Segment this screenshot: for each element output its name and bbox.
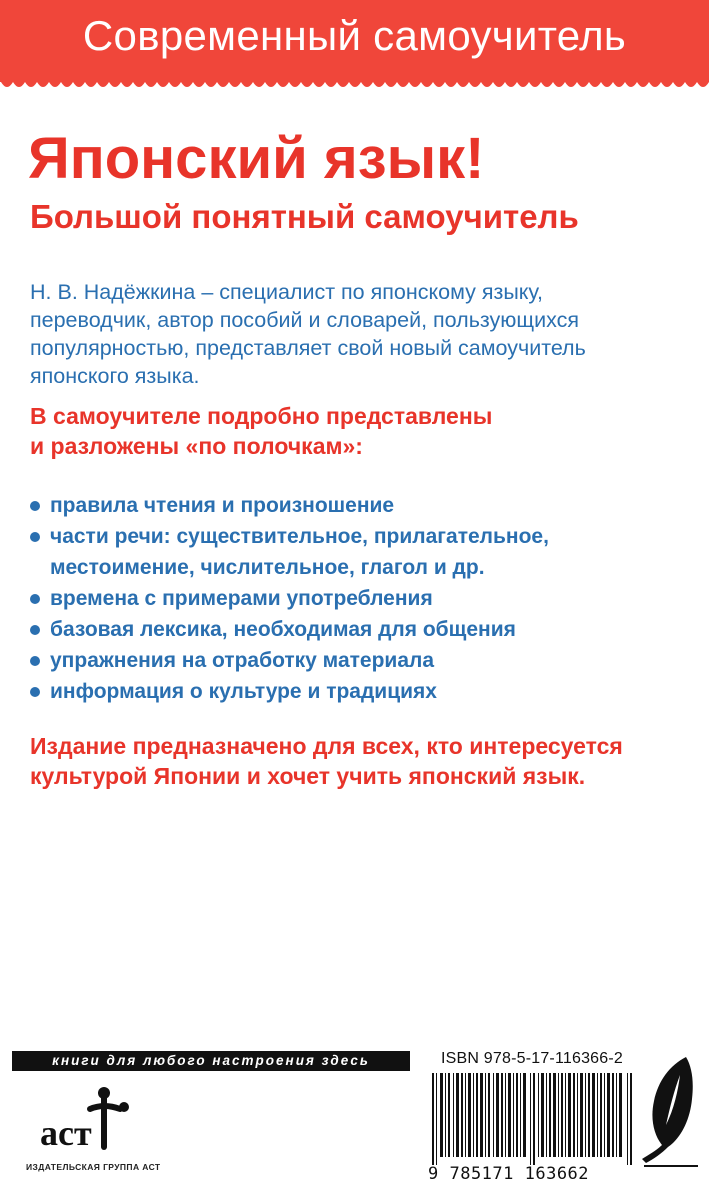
list-item	[30, 614, 690, 645]
list-item-text: информация о культуре и традициях	[50, 680, 437, 703]
contents-heading-line-1: В самоучителе подробно представлены	[30, 403, 493, 429]
list-item	[30, 583, 690, 614]
banner-scallop-edge	[0, 78, 709, 92]
barcode-digits: 9 785171 163662	[428, 1164, 590, 1184]
slogan-text: книги для любого настроения здесь	[52, 1053, 370, 1068]
list-item-text: правила чтения и произношение	[50, 494, 395, 517]
publisher-logo-icon	[38, 1085, 148, 1155]
barcode-icon	[432, 1073, 636, 1165]
bullet-dot-icon	[30, 625, 40, 635]
intro-line-2: переводчик, автор пособий и словарей, пользующихся	[30, 308, 579, 332]
bullet-dot-icon	[30, 687, 40, 697]
intro-line-1: Н. В. Надёжкина – специалист по японскому языку,	[30, 280, 543, 304]
isbn-text: ISBN 978-5-17-116366-2	[441, 1050, 623, 1067]
book-subtitle: Большой понятный самоучитель	[30, 198, 579, 235]
series-title: Современный самоучитель	[82, 12, 627, 59]
logo-text: аст	[40, 1113, 92, 1153]
list-item	[30, 490, 690, 521]
list-item-text: времена с примерами употребления	[50, 587, 433, 610]
list-item	[30, 645, 690, 676]
list-item	[30, 676, 690, 707]
contents-heading-line-2: и разложены «по полочкам»:	[30, 433, 363, 459]
list-item-text: упражнения на отработку материала	[50, 649, 435, 672]
bullet-dot-icon	[30, 501, 40, 511]
bullet-dot-icon	[30, 532, 40, 542]
list-item	[30, 521, 690, 583]
list-item-text-line-2: местоимение, числительное, глагол и др.	[50, 556, 485, 579]
slogan-bar	[12, 1051, 410, 1071]
book-title: Японский язык!	[28, 126, 485, 191]
intro-line-3: популярностью, представляет свой новый самоучитель	[30, 336, 586, 360]
list-item-text: базовая лексика, необходимая для общения	[50, 618, 516, 641]
bullet-dot-icon	[30, 594, 40, 604]
publisher-name: ИЗДАТЕЛЬСКАЯ ГРУППА АСТ	[26, 1162, 161, 1172]
feature-list	[30, 490, 690, 707]
intro-line-4: японского языка.	[30, 364, 200, 388]
bullet-dot-icon	[30, 656, 40, 666]
audience-line-1: Издание предназначено для всех, кто интересуется	[30, 733, 623, 759]
series-banner	[0, 0, 709, 78]
audience-line-2: культурой Японии и хочет учить японский язык.	[30, 763, 586, 789]
feather-logo-icon	[640, 1055, 700, 1167]
list-item-text-line-1: части речи: существительное, прилагательное,	[50, 525, 549, 548]
